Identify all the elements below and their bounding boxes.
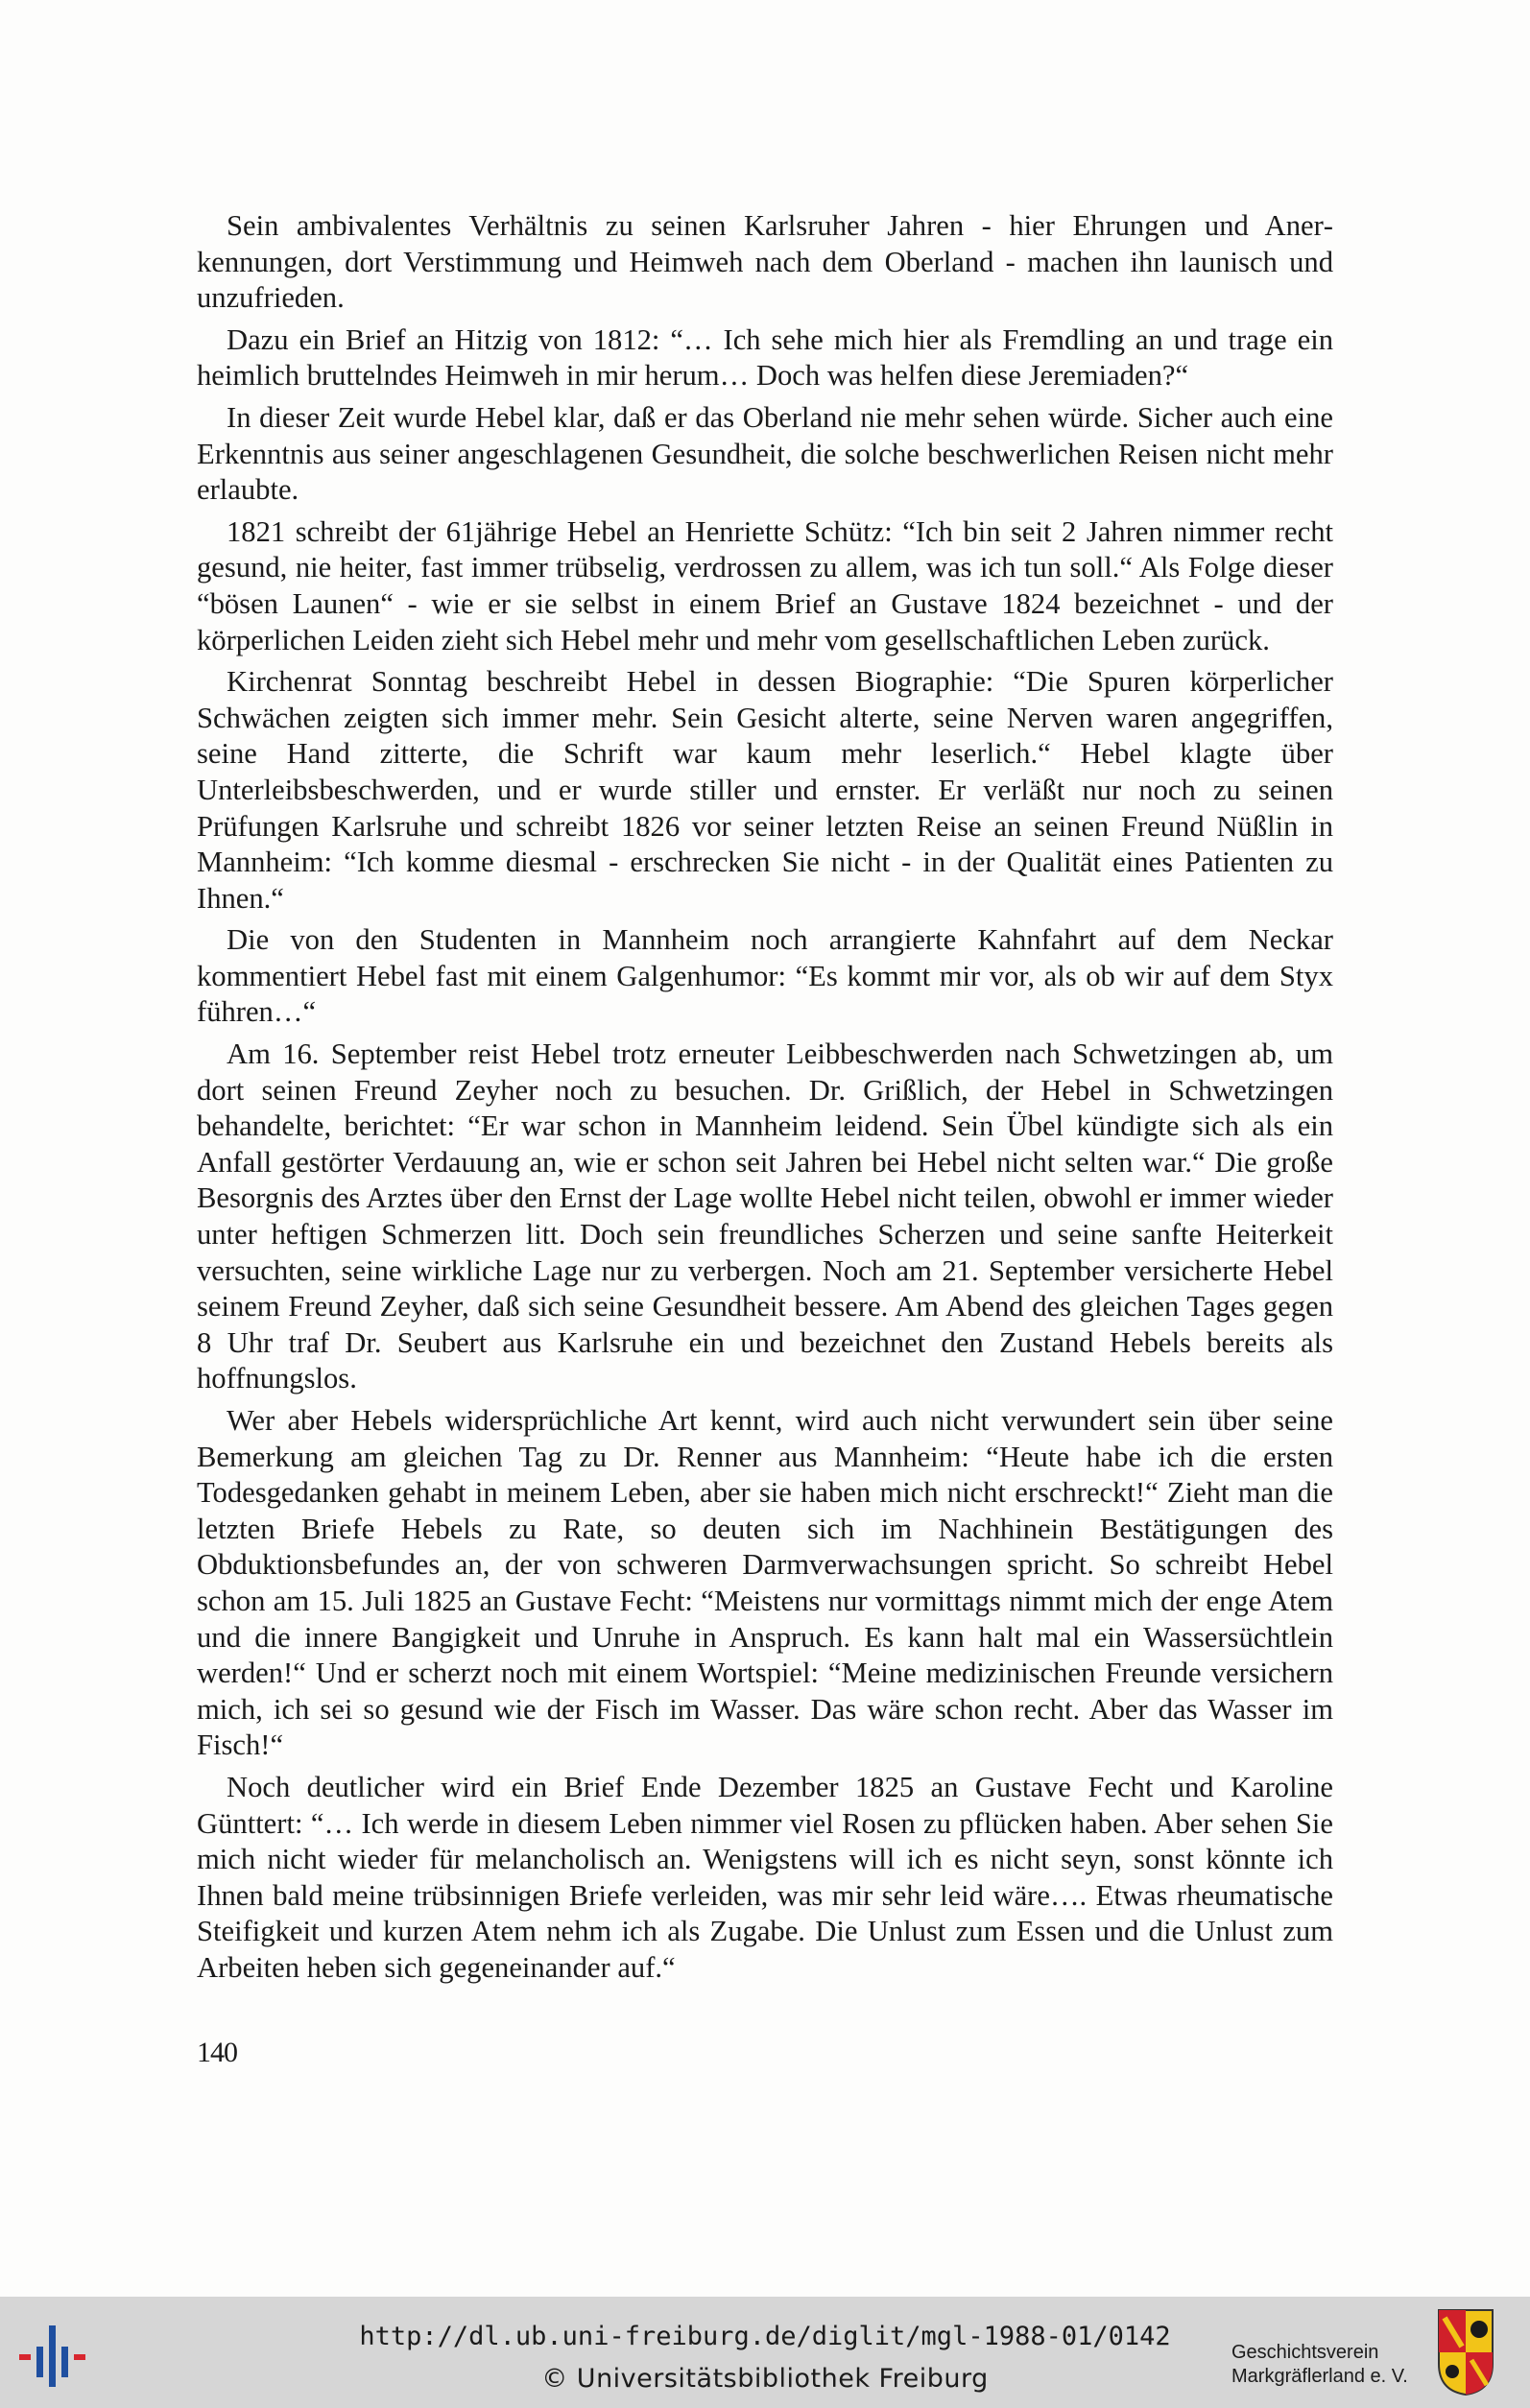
- paragraph: Die von den Studenten in Mannheim noch arrangierte Kahnfahrt auf dem Neckar kommentiert Hebel fast mit einem Galgenhumor: “Es kommt mir vor, als ob wir auf dem Styx führen…“: [197, 923, 1333, 1029]
- paragraph: Dazu ein Brief an Hitzig von 1812: “… Ich sehe mich hier als Fremdling an und trage ein heimlich bruttelndes Heimweh in mir herum… Doch was helfen diese Jeremiaden?“: [197, 322, 1333, 393]
- paragraph: Sein ambivalentes Verhältnis zu seinen Karlsruher Jahren - hier Ehrungen und Anerkennungen, dort Verstimmung und Heimweh nach dem Oberland - machen ihn launisch und unzufrieden.: [197, 209, 1333, 315]
- paragraph: Kirchenrat Sonntag beschreibt Hebel in dessen Biographie: “Die Spuren körperlicher Schwächen zeigten sich immer mehr. Sein Gesicht alterte, seine Nerven waren angegriffen, seine Hand zitterte, die Schrift war kaum mehr leserlich.“ Hebel klagte über Unterleibsbeschwerden, und er wurde stiller und ernster. Er verläßt nur noch zu seinen Prüfungen Karlsruhe und schreibt 1826 vor seiner letzten Reise an seinen Freund Nüßlin in Mannheim: “Ich komme diesmal - erschrecken Sie nicht - in der Qualität eines Patienten zu Ihnen.“: [197, 665, 1333, 915]
- copyright-text: © Universitätsbibliothek Freiburg: [541, 2364, 989, 2394]
- permalink-link[interactable]: http://dl.ub.uni-freiburg.de/diglit/mgl-1988-01/0142: [359, 2322, 1171, 2351]
- paragraph: Wer aber Hebels widersprüchliche Art kennt, wird auch nicht verwundert sein über seine Bemerkung am gleichen Tag zu Dr. Renner aus Mannheim: “Heute habe ich die ersten Todesgedanken gehabt in meinem Leben, aber sie haben mich nicht erschreckt!“ Zieht man die letzten Briefe Hebels zu Rate, so deuten sich im Nachhinein Bestätigungen des Obduktionsbefundes an, der von schweren Darmverwachsungen spricht. So schreibt Hebel schon am 15. Juli 1825 an Gustave Fecht: “Meistens nur vormittags nimmt mich der enge Atem und die innere Bangigkeit und Unruhe in Anspruch. Es kann halt mal ein Wassersüchtlein werden!“ Und er scherzt noch mit einem Wortspiel: “Meine medizinischen Freunde versichern mich, ich sei so gesund wie der Fisch im Wasser. Das wäre schon recht. Aber das Wasser im Fisch!“: [197, 1404, 1333, 1762]
- page-number: 140: [197, 2037, 237, 2068]
- body-text: [197, 208, 1333, 1992]
- viewer-footer: [0, 2297, 1530, 2408]
- paragraph: Am 16. September reist Hebel trotz erneuter Leibbeschwerden nach Schwetzingen ab, um dort seinen Freund Zeyher noch zu besuchen. Dr. Grißlich, der Hebel in Schwetzingen behandelte, berichtet: “Er war schon in Mannheim leidend. Sein Übel kündigte sich als ein Anfall gestörter Verdauung an, wie er schon seit Jahren bei Hebel nicht selten war.“ Die große Besorgnis des Arztes über den Ernst der Lage wollte Hebel nicht teilen, obwohl er immer wieder unter heftigen Schmerzen litt. Doch sein freundliches Scherzen und seine sanfte Heiterkeit versuchten, seine wirkliche Lage nur zu verbergen. Noch am 21. September versicherte Hebel seinem Freund Zeyher, daß sich seine Gesundheit bessere. Am Abend des gleichen Tages gegen 8 Uhr traf Dr. Seubert aus Karlsruhe ein und bezeichnet den Zustand Hebels bereits als hoffnungslos.: [197, 1037, 1333, 1395]
- coat-of-arms-icon[interactable]: [1437, 2308, 1494, 2396]
- society-name[interactable]: [1231, 2341, 1423, 2389]
- paragraph: 1821 schreibt der 61jährige Hebel an Henriette Schütz: “Ich bin seit 2 Jahren nimmer recht gesund, nie heiter, fast immer trübselig, verdrossen zu allem, was ich tun soll.“ Als Folge dieser “bösen Launen“ - wie er sie selbst in einem Brief an Gustave 1824 bezeichnet - und der körperlichen Leiden zieht sich Hebel mehr und mehr vom gesellschaftlichen Leben zurück.: [197, 514, 1333, 656]
- paragraph: In dieser Zeit wurde Hebel klar, daß er das Oberland nie mehr sehen würde. Sicher auch eine Erkenntnis aus seiner angeschlagenen Gesundheit, die solche beschwerlichen Reisen nicht mehr erlaubte.: [197, 400, 1333, 507]
- society-line: Markgräflerland e. V.: [1231, 2366, 1408, 2387]
- society-line: Geschichtsverein: [1231, 2342, 1379, 2363]
- paragraph: Noch deutlicher wird ein Brief Ende Dezember 1825 an Gustave Fecht und Karoline Günttert: “… Ich werde in diesem Leben nimmer viel Rosen zu pflücken haben. Aber sehen Sie mich nicht wieder für melancholisch an. Wenigstens will ich es nicht seyn, sonst könnte ich Ihnen bald meine trübsinnigen Briefe verleiden, was mir sehr leid wäre…. Etwas rheumatische Steifigkeit und kurzen Atem nehm ich als Zugabe. Die Unlust zum Essen und die Unlust zum Arbeiten heben sich gegeneinander auf.“: [197, 1770, 1333, 1984]
